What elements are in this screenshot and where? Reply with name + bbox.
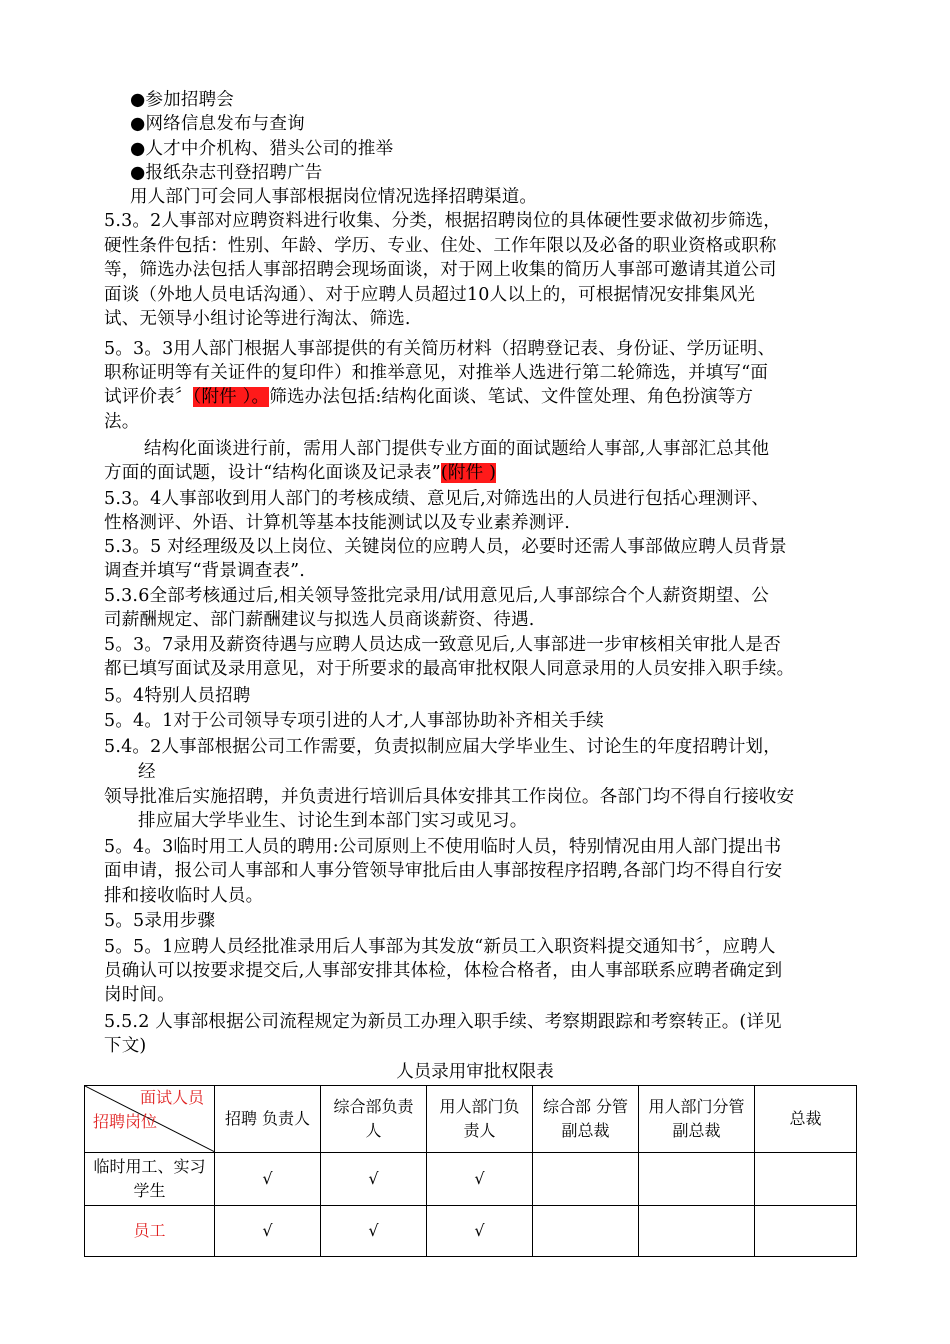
section-heading: 5。5录用步骤 [104, 911, 216, 931]
empty-cell [639, 1153, 755, 1206]
section-heading: 5。4特别人员招聘 [104, 686, 251, 706]
check-cell: √ [321, 1206, 427, 1257]
paragraph-line: 硬性条件包括：性别、年龄、学历、专业、住处、工作年限以及必备的职业资格或职称 [104, 236, 777, 256]
paragraph-line: 5.3。4人事部收到用人部门的考核成绩、意见后,对筛选出的人员进行包括心理测评、 [104, 489, 770, 509]
check-cell: √ [427, 1153, 533, 1206]
empty-cell [533, 1206, 639, 1257]
paragraph-line: 司薪酬规定、部门薪酬建议与拟选人员商谈薪资、待遇. [104, 610, 535, 630]
check-cell: √ [215, 1206, 321, 1257]
bullet-line: ●网络信息发布与查询 [130, 114, 305, 134]
header-cell: 总裁 [755, 1086, 857, 1153]
table-header-row [85, 1086, 857, 1153]
paragraph-line: 试、无领导小组讨论等进行淘汰、筛选. [104, 309, 411, 329]
paragraph-line [104, 385, 753, 409]
paragraph-line: 5。3。3用人部门根据人事部提供的有关简历材料（招聘登记表、身份证、学历证明、 [104, 339, 776, 359]
paragraph-line: 结构化面谈进行前，需用人部门提供专业方面的面试题给人事部,人事部汇总其他 [144, 439, 770, 459]
paragraph-line: 职称证明等有关证件的复印件）和推举意见，对推举人选进行第二轮筛选，并填写“面 [104, 363, 769, 383]
bullet-line: ●报纸杂志刊登招聘广告 [130, 163, 323, 183]
corner-header-cell [85, 1086, 215, 1153]
paragraph-line: 调查并填写“背景调查表”. [104, 561, 306, 581]
paragraph-line: 5.3。5 对经理级及以上岗位、关键岗位的应聘人员，必要时还需人事部做应聘人员背景 [104, 537, 787, 557]
corner-label-interviewee: 面试人员 [139, 1088, 204, 1107]
header-cell: 用人部门分管副总裁 [639, 1086, 755, 1153]
text-span: 方面的面试题，设计“结构化面谈及记录表” [104, 463, 441, 483]
paragraph-line: 5。3。7录用及薪资待遇与应聘人员达成一致意见后,人事部进一步审核相关审批人是否 [104, 635, 781, 655]
paragraph-line [104, 461, 496, 485]
attachment-highlight: (附件 ) [440, 463, 497, 483]
paragraph-line: 性格测评、外语、计算机等基本技能测试以及专业素养测评. [104, 513, 570, 533]
attachment-highlight: （附件 ）。 [192, 387, 270, 407]
approval-table [84, 1085, 857, 1257]
check-cell: √ [427, 1206, 533, 1257]
table-row [85, 1206, 857, 1257]
paragraph-line: 面申请，报公司人事部和人事分管领导审批后由人事部按程序招聘,各部门均不得自行安 [104, 861, 783, 881]
paragraph-line: 经 [138, 762, 156, 782]
row-label: 员工 [85, 1206, 215, 1257]
header-cell: 招聘 负责人 [215, 1086, 321, 1153]
paragraph-line: 法。 [104, 412, 140, 432]
check-cell: √ [215, 1153, 321, 1206]
paragraph-line: 用人部门可会同人事部根据岗位情况选择招聘渠道。 [130, 187, 538, 207]
empty-cell [755, 1153, 857, 1206]
corner-label-position: 招聘岗位 [93, 1112, 158, 1131]
paragraph-line: 5。4。1对于公司领导专项引进的人才,人事部协助补齐相关手续 [104, 711, 604, 731]
check-cell: √ [321, 1153, 427, 1206]
table-title: 人员录用审批权限表 [396, 1062, 554, 1082]
paragraph-line: 5.3。2人事部对应聘资料进行收集、分类，根据招聘岗位的具体硬性要求做初步筛选， [104, 211, 781, 231]
paragraph-line: 5.3.6全部考核通过后,相关领导签批完录用/试用意见后,人事部综合个人薪资期望、公 [104, 586, 769, 606]
paragraph-line: 等，筛选办法包括人事部招聘会现场面谈，对于网上收集的简历人事部可邀请其道公司 [104, 260, 777, 280]
header-cell: 用人部门负责人 [427, 1086, 533, 1153]
text-span: 试评价表〞 [104, 387, 193, 407]
header-cell: 综合部负责人 [321, 1086, 427, 1153]
empty-cell [755, 1206, 857, 1257]
row-label: 临时用工、实习学生 [85, 1153, 215, 1206]
header-cell: 综合部 分管副总裁 [533, 1086, 639, 1153]
paragraph-line: 下文) [104, 1036, 147, 1056]
paragraph-line: 领导批准后实施招聘，并负责进行培训后具体安排其工作岗位。各部门均不得自行接收安 [104, 787, 795, 807]
paragraph-line: 5。5。1应聘人员经批准录用后人事部为其发放“新员工入职资料提交通知书〞，应聘人 [104, 937, 776, 957]
paragraph-line: 5.4。2人事部根据公司工作需要，负责拟制应届大学毕业生、讨论生的年度招聘计划， [104, 737, 781, 757]
paragraph-line: 5.5.2 人事部根据公司流程规定为新员工办理入职手续、考察期跟踪和考察转正。(详见 [104, 1012, 782, 1032]
paragraph-line: 岗时间。 [104, 985, 175, 1005]
empty-cell [639, 1206, 755, 1257]
paragraph-line: 面谈（外地人员电话沟通）、对于应聘人员超过10人以上的，可根据情况安排集风光 [104, 285, 756, 305]
paragraph-line: 排应届大学毕业生、讨论生到本部门实习或见习。 [138, 811, 528, 831]
bullet-line: ●参加招聘会 [130, 90, 234, 110]
paragraph-line: 都已填写面试及录用意见，对于所要求的最高审批权限人同意录用的人员安排入职手续。 [104, 659, 795, 679]
bullet-line: ●人才中介机构、猎头公司的推举 [130, 139, 394, 159]
empty-cell [533, 1153, 639, 1206]
paragraph-line: 5。4。3临时用工人员的聘用:公司原则上不使用临时人员，特别情况由用人部门提出书 [104, 837, 782, 857]
table-row [85, 1153, 857, 1206]
paragraph-line: 员确认可以按要求提交后,人事部安排其体检，体检合格者，由人事部联系应聘者确定到 [104, 961, 783, 981]
text-span: 筛选办法包括:结构化面谈、笔试、文件筐处理、角色扮演等方 [269, 387, 754, 407]
paragraph-line: 排和接收临时人员。 [104, 886, 264, 906]
